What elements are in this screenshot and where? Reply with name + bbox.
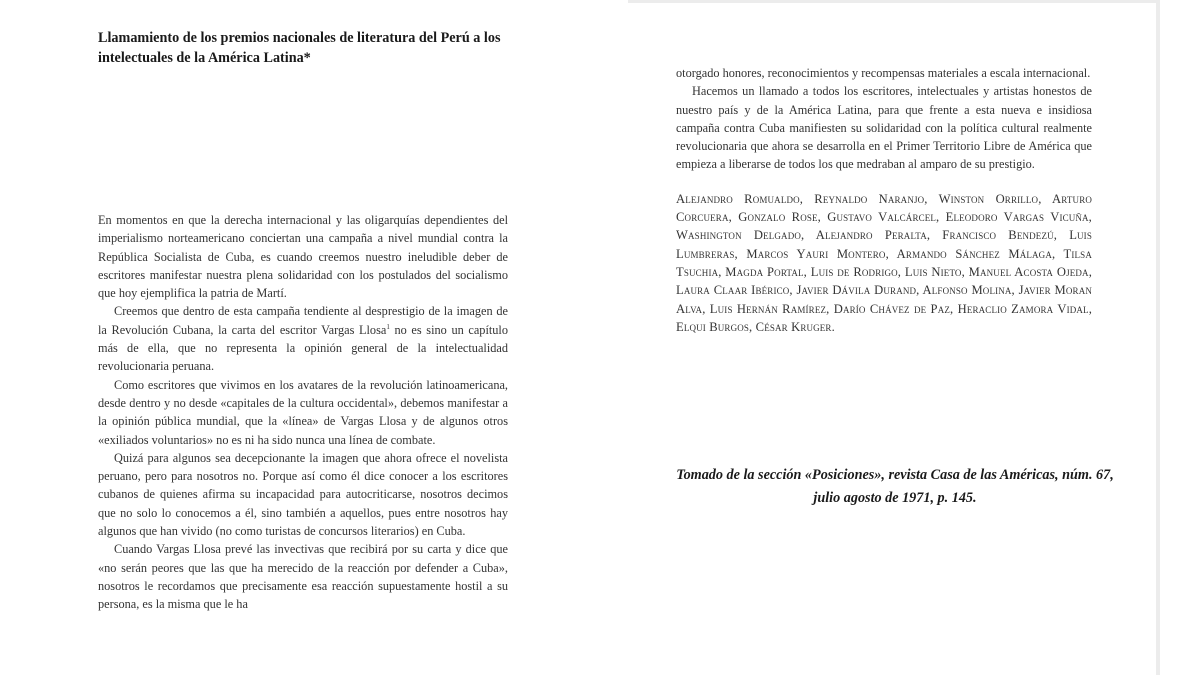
- paragraph-text: Creemos que dentro de esta campaña tendiente al desprestigio de la imagen de la Revolución Cubana, la carta del escritor Vargas Llosa: [98, 304, 508, 337]
- paragraph-with-footnote: [98, 302, 508, 375]
- document-title: Llamamiento de los premios nacionales de literatura del Perú a los intelectuales de la América Latina*: [98, 30, 501, 66]
- left-page-header: [98, 28, 508, 68]
- paragraph-text: no es sino un capítulo más de ella, que no representa la opinión general de la intelectualidad revolucionaria peruana.: [98, 322, 508, 374]
- signatories-list: Alejandro Romualdo, Reynaldo Naranjo, Winston Orrillo, Arturo Corcuera, Gonzalo Rose, Gustavo Valcárcel, Eleodoro Vargas Vicuña, Washington Delgado, Alejandro Peralta, Francisco Bendezú, Luis Lumbreras, Marcos Yauri Montero, Armando Sánchez Málaga, Tilsa Tsuchia, Magda Portal, Luis de Rodrigo, Luis Nieto, Manuel Acosta Ojeda, Laura Claar Ibérico, Javier Dávila Durand, Alfonso Molina, Javier Moran Alva, Luis Hernán Ramírez, Darío Chávez de Paz, Heraclio Zamora Vidal, Elqui Burgos, César Kruger.: [676, 191, 1092, 334]
- paragraph: Hacemos un llamado a todos los escritores, intelectuales y artistas honestos de nuestro país y de la América Latina, para que frente a esta nueva e insidiosa campaña contra Cuba manifiesten su solidaridad con la política cultural realmente revolucionaria que ahora se desarrolla en el Primer Territorio Libre de América que empieza a liberarse de todos los que medraban al amparo de su prestigio.: [676, 84, 1092, 172]
- paragraph: Cuando Vargas Llosa prevé las invectivas que recibirá por su carta y dice que «no serán peores que las que ha merecido de la reacción por defender a Cuba», nosotros le recordamos que precisamente esa reacción supuestamente hostil a su persona, es la misma que le ha: [98, 542, 508, 612]
- left-page-body: [98, 211, 508, 614]
- right-page-body: [676, 64, 1092, 349]
- source-citation: Tomado de la sección «Posiciones», revista Casa de las Américas, núm. 67, julio agosto de 1971, p. 145.: [676, 467, 1114, 506]
- paragraph: Quizá para algunos sea decepcionante la imagen que ahora ofrece el novelista peruano, pero para nosotros no. Porque así como él dice conocer a los escritores cubanos de quienes afirma su incapacidad para autocriticarse, nosotros decimos que no solo lo conocemos a él, sino también a aquellos, pues entre nosotros hay algunos que han vivido (no como turistas de concursos literarios) en Cuba.: [98, 450, 508, 539]
- paragraph: En momentos en que la derecha internacional y las oligarquías dependientes del imperialismo norteamericano conciertan una campaña a nivel mundial contra la República Socialista de Cuba, es cuando creemos nuestro ineludible deber de escritores manifestar nuestra plena solidaridad con los postulados del socialismo que hoy ejemplifica la patria de Martí.: [98, 213, 508, 301]
- paragraph: Como escritores que vivimos en los avatares de la revolución latinoamericana, desde dentro y no desde «capitales de la cultura occidental», debemos manifestar a la opinión pública mundial, que la «línea» de Vargas Llosa y de algunos otros «exiliados voluntarios» no es ni ha sido nunca una línea de combate.: [98, 377, 508, 447]
- paragraph: otorgado honores, reconocimientos y recompensas materiales a escala internacional.: [676, 66, 1091, 80]
- footnote-mark[interactable]: 1: [386, 322, 390, 331]
